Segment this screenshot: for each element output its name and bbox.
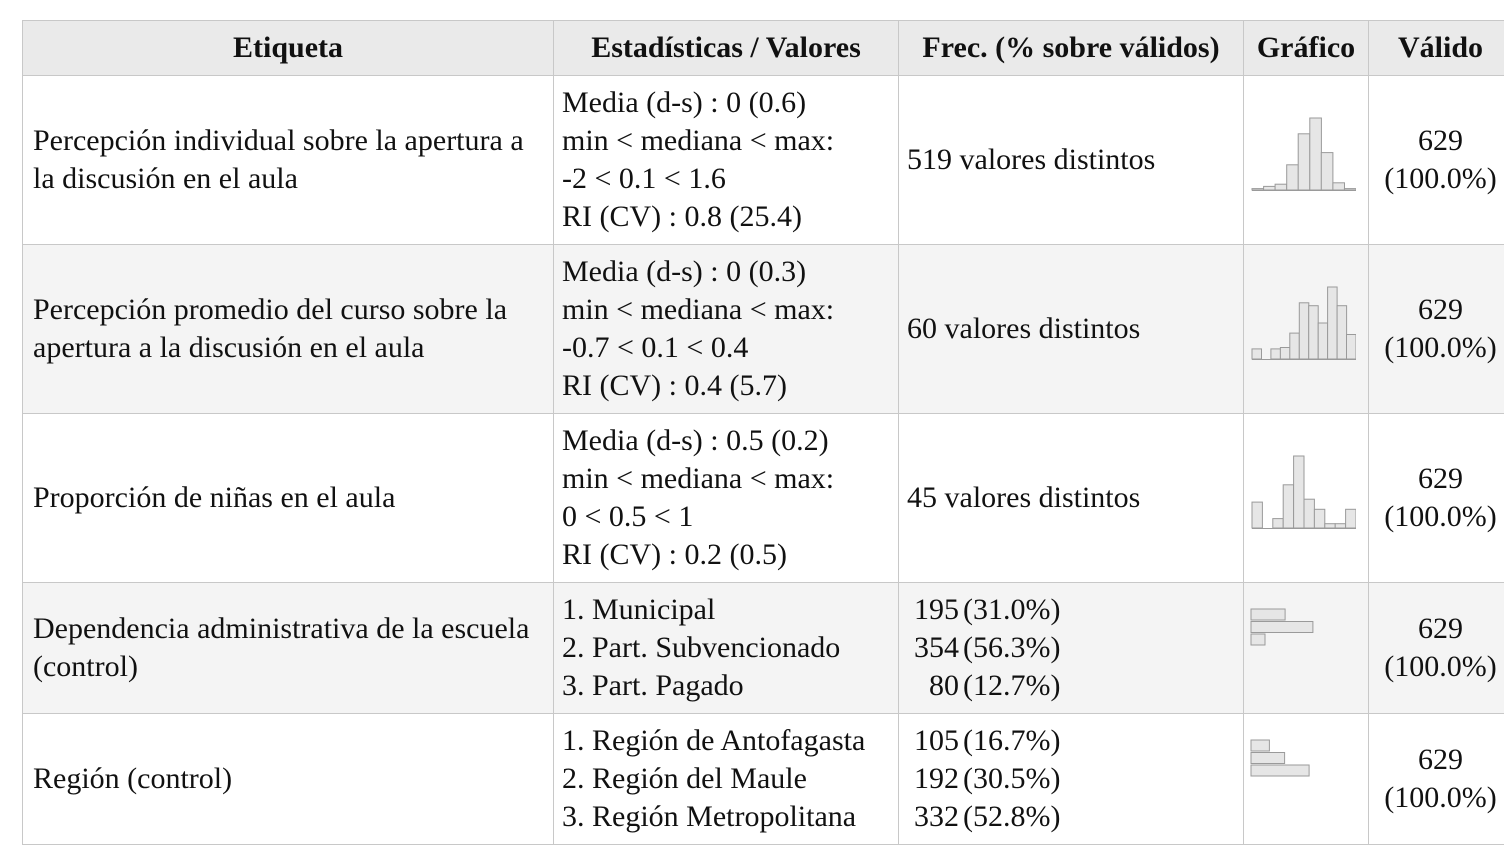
freq-percent: (12.7%) bbox=[963, 669, 1061, 702]
row-valid bbox=[1369, 583, 1504, 714]
stats-line: RI (CV) : 0.2 (0.5) bbox=[562, 538, 787, 571]
histogram-bar bbox=[1328, 287, 1338, 359]
histogram-bar bbox=[1304, 499, 1314, 528]
row-graph bbox=[1244, 245, 1369, 414]
stats-line: 2. Región del Maule bbox=[562, 762, 807, 795]
stats-line: Media (d-s) : 0.5 (0.2) bbox=[562, 424, 829, 457]
stats-line: 1. Municipal bbox=[562, 593, 716, 626]
table-row bbox=[23, 414, 1504, 583]
valid-count: 629 bbox=[1418, 612, 1463, 645]
freq-percent: (31.0%) bbox=[963, 593, 1061, 626]
stats-line: Media (d-s) : 0 (0.6) bbox=[562, 86, 807, 119]
histogram-bar bbox=[1252, 189, 1264, 190]
valid-count: 629 bbox=[1418, 124, 1463, 157]
stats-line: -0.7 < 0.1 < 0.4 bbox=[562, 331, 749, 364]
row-stats bbox=[554, 245, 899, 414]
histogram-bar bbox=[1283, 485, 1293, 528]
row-label: Región (control) bbox=[23, 714, 554, 845]
row-stats bbox=[554, 76, 899, 245]
bar-chart bbox=[1250, 734, 1356, 814]
histogram-bar bbox=[1325, 524, 1335, 528]
histogram-bar bbox=[1347, 335, 1357, 360]
header-estadisticas: Estadísticas / Valores bbox=[554, 21, 899, 76]
category-bar bbox=[1251, 753, 1285, 764]
row-freq bbox=[899, 583, 1244, 714]
freq-percent: (52.8%) bbox=[963, 800, 1061, 833]
header-etiqueta: Etiqueta bbox=[23, 21, 554, 76]
freq-count: 354 bbox=[914, 631, 959, 664]
freq-percent: (56.3%) bbox=[963, 631, 1061, 664]
histogram-bar bbox=[1333, 183, 1345, 190]
row-freq bbox=[899, 714, 1244, 845]
stats-line: min < mediana < max: bbox=[562, 293, 835, 326]
valid-count: 629 bbox=[1418, 743, 1463, 776]
histogram-bar bbox=[1309, 306, 1319, 359]
row-label: Percepción promedio del curso sobre la apertura a la discusión en el aula bbox=[23, 245, 554, 414]
header-row bbox=[23, 21, 1504, 76]
histogram-bar bbox=[1252, 502, 1262, 528]
histogram-bar bbox=[1271, 349, 1281, 359]
freq-count: 332 bbox=[914, 800, 959, 833]
stats-line: 3. Región Metropolitana bbox=[562, 800, 857, 833]
row-freq: 45 valores distintos bbox=[899, 414, 1244, 583]
valid-count: 629 bbox=[1418, 293, 1463, 326]
category-bar bbox=[1251, 765, 1309, 776]
histogram-bar bbox=[1335, 524, 1345, 528]
stats-line: min < mediana < max: bbox=[562, 462, 835, 495]
freq-percent: (30.5%) bbox=[963, 762, 1061, 795]
valid-percent: (100.0%) bbox=[1384, 331, 1497, 364]
row-label: Proporción de niñas en el aula bbox=[23, 414, 554, 583]
valid-count: 629 bbox=[1418, 462, 1463, 495]
category-bar bbox=[1251, 622, 1313, 633]
histogram-bar bbox=[1290, 333, 1300, 359]
stats-line: min < mediana < max: bbox=[562, 124, 835, 157]
freq-count: 105 bbox=[914, 724, 959, 757]
freq-item bbox=[907, 760, 1235, 798]
histogram-chart bbox=[1250, 115, 1356, 195]
bar-chart bbox=[1250, 603, 1356, 683]
stats-line: 1. Región de Antofagasta bbox=[562, 724, 866, 757]
row-label: Dependencia administrativa de la escuela (control) bbox=[23, 583, 554, 714]
table-row bbox=[23, 245, 1504, 414]
row-graph bbox=[1244, 583, 1369, 714]
row-graph bbox=[1244, 714, 1369, 845]
histogram-bar bbox=[1318, 323, 1328, 359]
stats-line: RI (CV) : 0.4 (5.7) bbox=[562, 369, 787, 402]
row-valid bbox=[1369, 245, 1504, 414]
row-freq: 519 valores distintos bbox=[899, 76, 1244, 245]
row-valid bbox=[1369, 76, 1504, 245]
histogram-bar bbox=[1287, 165, 1299, 190]
header-valido: Válido bbox=[1369, 21, 1504, 76]
freq-count: 80 bbox=[929, 669, 959, 702]
stats-line: -2 < 0.1 < 1.6 bbox=[562, 162, 726, 195]
row-stats bbox=[554, 714, 899, 845]
row-stats bbox=[554, 414, 899, 583]
histogram-bar bbox=[1346, 509, 1356, 528]
histogram-bar bbox=[1252, 349, 1262, 359]
freq-item bbox=[907, 629, 1235, 667]
histogram-bar bbox=[1321, 153, 1333, 190]
category-bar bbox=[1251, 740, 1269, 751]
histogram-bar bbox=[1344, 189, 1356, 190]
row-stats bbox=[554, 583, 899, 714]
histogram-bar bbox=[1280, 348, 1290, 360]
freq-item bbox=[907, 722, 1235, 760]
histogram-chart bbox=[1250, 284, 1356, 364]
histogram-bar bbox=[1275, 184, 1287, 190]
freq-count: 195 bbox=[914, 593, 959, 626]
histogram-bar bbox=[1273, 519, 1283, 528]
row-label: Percepción individual sobre la apertura a la discusión en el aula bbox=[23, 76, 554, 245]
freq-item bbox=[907, 798, 1235, 836]
valid-percent: (100.0%) bbox=[1384, 500, 1497, 533]
row-valid bbox=[1369, 414, 1504, 583]
row-graph bbox=[1244, 76, 1369, 245]
summary-table bbox=[22, 20, 1504, 845]
category-bar bbox=[1251, 634, 1265, 645]
stats-line: RI (CV) : 0.8 (25.4) bbox=[562, 200, 802, 233]
freq-item bbox=[907, 667, 1235, 705]
valid-percent: (100.0%) bbox=[1384, 650, 1497, 683]
stats-line: Media (d-s) : 0 (0.3) bbox=[562, 255, 807, 288]
histogram-bar bbox=[1310, 118, 1322, 190]
table-row bbox=[23, 583, 1504, 714]
stats-line: 2. Part. Subvencionado bbox=[562, 631, 841, 664]
histogram-bar bbox=[1298, 134, 1310, 190]
histogram-bar bbox=[1314, 509, 1324, 528]
histogram-bar bbox=[1299, 303, 1309, 359]
table-row bbox=[23, 714, 1504, 845]
histogram-bar bbox=[1337, 306, 1347, 359]
stats-line: 3. Part. Pagado bbox=[562, 669, 744, 702]
row-valid bbox=[1369, 714, 1504, 845]
histogram-chart bbox=[1250, 453, 1356, 533]
freq-percent: (16.7%) bbox=[963, 724, 1061, 757]
freq-item bbox=[907, 591, 1235, 629]
header-grafico: Gráfico bbox=[1244, 21, 1369, 76]
valid-percent: (100.0%) bbox=[1384, 781, 1497, 814]
row-freq: 60 valores distintos bbox=[899, 245, 1244, 414]
histogram-bar bbox=[1294, 456, 1304, 528]
stats-line: 0 < 0.5 < 1 bbox=[562, 500, 694, 533]
valid-percent: (100.0%) bbox=[1384, 162, 1497, 195]
row-graph bbox=[1244, 414, 1369, 583]
header-frecuencia: Frec. (% sobre válidos) bbox=[899, 21, 1244, 76]
table-row bbox=[23, 76, 1504, 245]
histogram-bar bbox=[1264, 186, 1276, 190]
freq-count: 192 bbox=[914, 762, 959, 795]
category-bar bbox=[1251, 609, 1285, 620]
